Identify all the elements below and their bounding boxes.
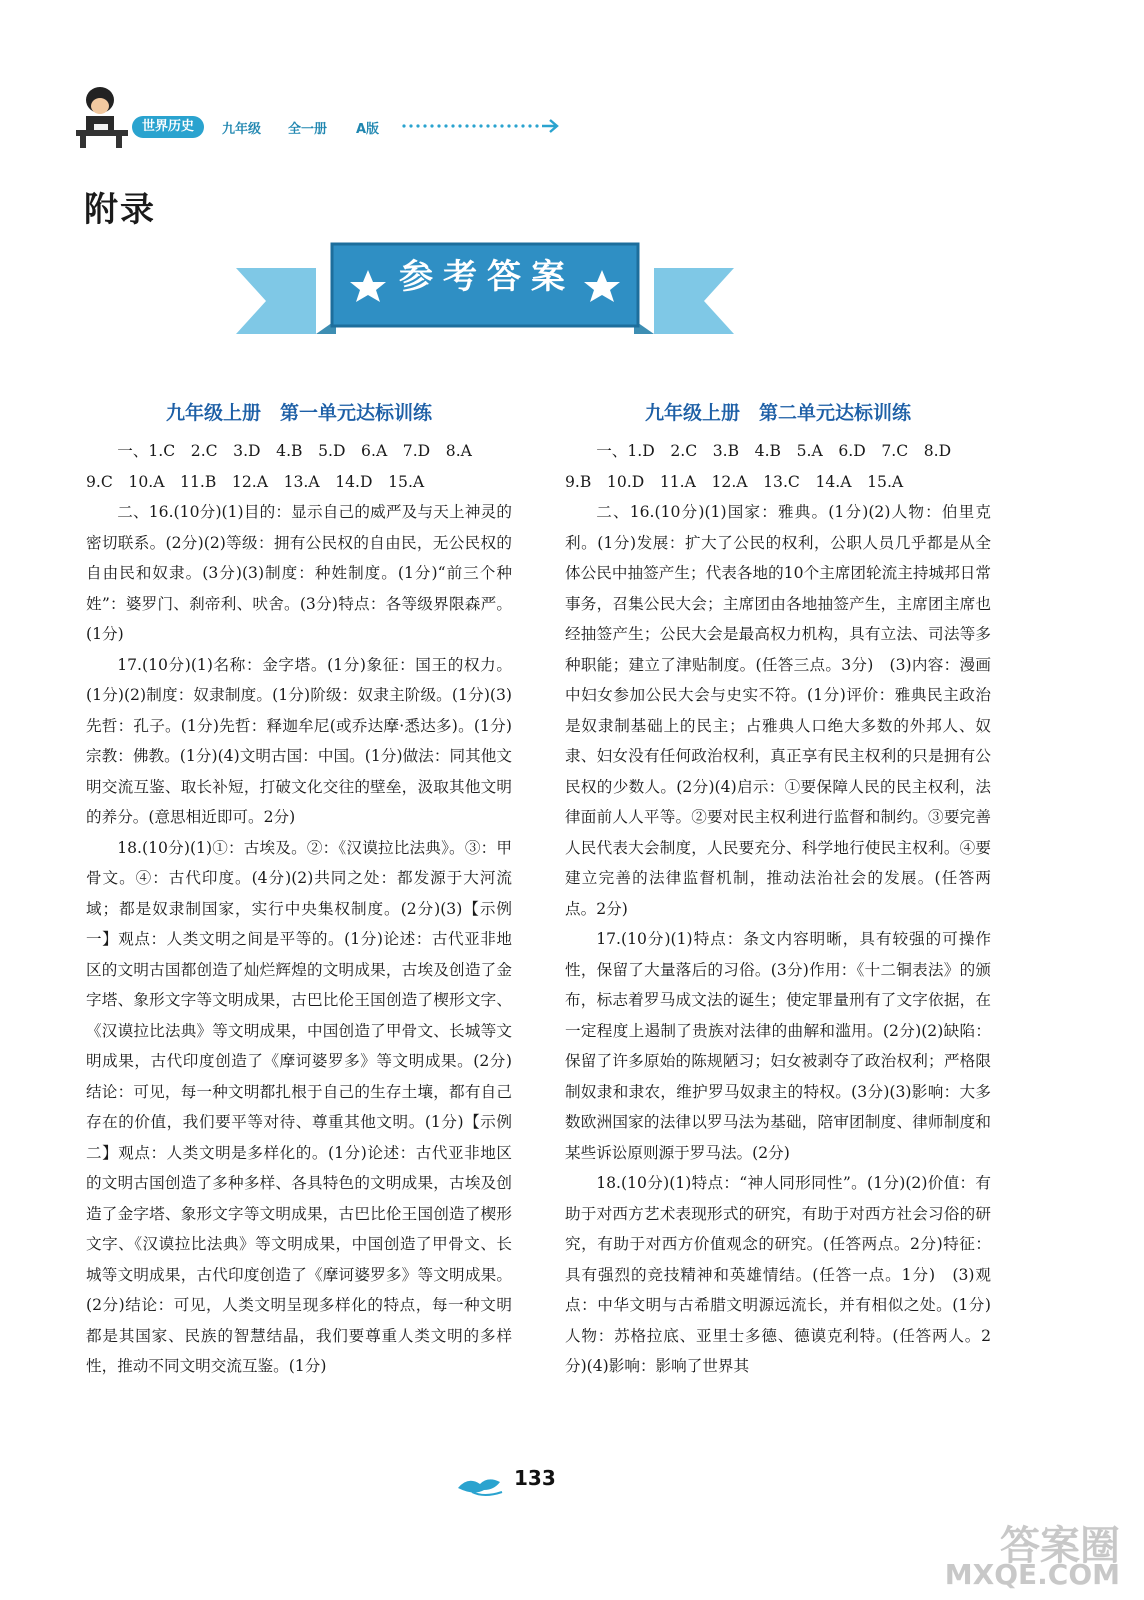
page-number: 133 (514, 1466, 556, 1490)
appendix-title: 附录 (84, 190, 156, 230)
mc-answers-row1: 一、1.D 2.C 3.B 4.B 5.A 6.D 7.C 8.D (596, 442, 952, 460)
answer-17: 17.(10分)(1)特点：条文内容明晰，具有较强的可操作性，保留了大量落后的习俗。(3分)作用：《十二铜表法》的颁布，标志着罗马成文法的诞生；使定罪量刑有了文字依据，在一定程度上遏制了贵族对法律的曲解和滥用。(2分)(2)缺陷：保留了许多原始的陈规陋习；妇女被剥夺了政治权利；严格限制奴隶和隶农，维护罗马奴隶主的特权。(3分)(3)影响：大多数欧洲国家的法律以罗马法为基础，陪审团制度、律师制度和某些诉讼原则源于罗马法。(2分) (565, 930, 991, 1162)
answer-16: 二、16.(10分)(1)国家：雅典。(1分)(2)人物：伯里克利。(1分)发展：扩大了公民的权利，公职人员几乎都是从全体公民中抽签产生；代表各地的10个主席团轮流主持城邦日常事务，召集公民大会；主席团由各地抽签产生，主席团主席也经抽签产生；公民大会是最高权力机构，具有立法、司法等多种职能；建立了津贴制度。(任答三点。3分) (3)内容：漫画中妇女参加公民大会与史实不符。(1分)评价：雅典民主政治是奴隶制基础上的民主；占雅典人口绝大多数的外邦人、奴隶、妇女没有任何政治权利，真正享有民主权利的只是拥有公民权的少数人。(2分)(4)启示：①要保障人民的民主权利，法律面前人人平等。②要对民主权利进行监督和制约。③要完善人民代表大会制度，人民要充分、科学地行使民主权利。④要建立完善的法律监督机制，推动法治社会的发展。(任答两点。2分) (565, 503, 991, 918)
unit1-title: 九年级上册 第一单元达标训练 (165, 402, 432, 424)
dotted-arrow-icon (400, 116, 570, 136)
subject-badge: 世界历史 (132, 116, 204, 138)
unit2-title: 九年级上册 第二单元达标训练 (644, 402, 911, 424)
volume-label: 全一册 (288, 122, 328, 137)
answer-18: 18.(10分)(1)①：古埃及。②：《汉谟拉比法典》。③：甲骨文。④：古代印度。(4分)(2)共同之处：都发源于大河流域；都是奴隶制国家，实行中央集权制度。(2分)(3)【示例一】观点：人类文明之间是平等的。(1分)论述：古代亚非地区的文明古国都创造了灿烂辉煌的文明成果，古埃及创造了金字塔、象形文字等文明成果，古巴比伦王国创造了楔形文字、《汉谟拉比法典》等文明成果，中国创造了甲骨文、长城等文明成果，古代印度创造了《摩诃婆罗多》等文明成果。(2分)结论：可见，每一种文明都扎根于自己的生存土壤，都有自己存在的价值，我们要平等对待、尊重其他文明。(1分)【示例二】观点：人类文明是多样化的。(1分)论述：古代亚非地区的文明古国创造了多种多样、各具特色的文明成果，古埃及创造了金字塔、象形文字等文明成果，古巴比伦王国创造了楔形文字、《汉谟拉比法典》等文明成果，中国创造了甲骨文、长城等文明成果，古代印度创造了《摩诃婆罗多》等文明成果。(2分)结论：可见，人类文明呈现多样化的特点，每一种文明都是其国家、民族的智慧结晶，我们要尊重人类文明的多样性，推动不同文明交流互鉴。(1分) (86, 838, 512, 1375)
banner-title: 参考答案 (399, 257, 575, 297)
mc-answers-row2: 9.B 10.D 11.A 12.A 13.C 14.A 15.A (565, 472, 904, 491)
mc-answers-row2: 9.C 10.A 11.B 12.A 13.A 14.D 15.A (86, 472, 425, 491)
student-mascot-icon (70, 82, 134, 150)
answer-18: 18.(10分)(1)特点：“神人同形同性”。(1分)(2)价值：有助于对西方艺术表现形式的研究，有助于对西方社会习俗的研究，有助于对西方价值观念的研究。(任答两点。2分)特征：具有强烈的竞技精神和英雄情结。(任答一点。1分) (3)观点：中华文明与古希腊文明源远流长，并有相似之处。(1分)人物：苏格拉底、亚里士多德、德谟克利特。(任答两人。2分)(4)影响：影响了世界其 (565, 1174, 991, 1375)
answer-17: 17.(10分)(1)名称：金字塔。(1分)象征：国王的权力。(1分)(2)制度：奴隶制度。(1分)阶级：奴隶主阶级。(1分)(3)先哲：孔子。(1分)先哲：释迦牟尼(或乔达摩·悉达多)。(1分)宗教：佛教。(1分)(4)文明古国：中国。(1分)做法：同其他文明交流互鉴、取长补短，打破文化交往的壁垒，汲取其他文明的养分。(意思相近即可。2分) (86, 655, 512, 826)
watermark-logo: 答案圈 (1000, 1523, 1120, 1569)
right-column (565, 400, 991, 1382)
answer-16: 二、16.(10分)(1)目的：显示自己的威严及与天上神灵的密切联系。(2分)(2)等级：拥有公民权的自由民，无公民权的自由民和奴隶。(3分)(3)制度：种姓制度。(1分)“前三个种姓”：婆罗门、刹帝利、吠舍。(3分)特点：各等级界限森严。(1分) (86, 503, 512, 643)
edition-label: A版 (356, 122, 380, 137)
grade-label: 九年级 (222, 122, 262, 137)
watermark-url: MXQE.COM (944, 1558, 1120, 1591)
mc-answers-row1: 一、1.C 2.C 3.D 4.B 5.D 6.A 7.D 8.A (117, 442, 472, 460)
page-header (70, 82, 590, 154)
left-column (86, 400, 512, 1382)
